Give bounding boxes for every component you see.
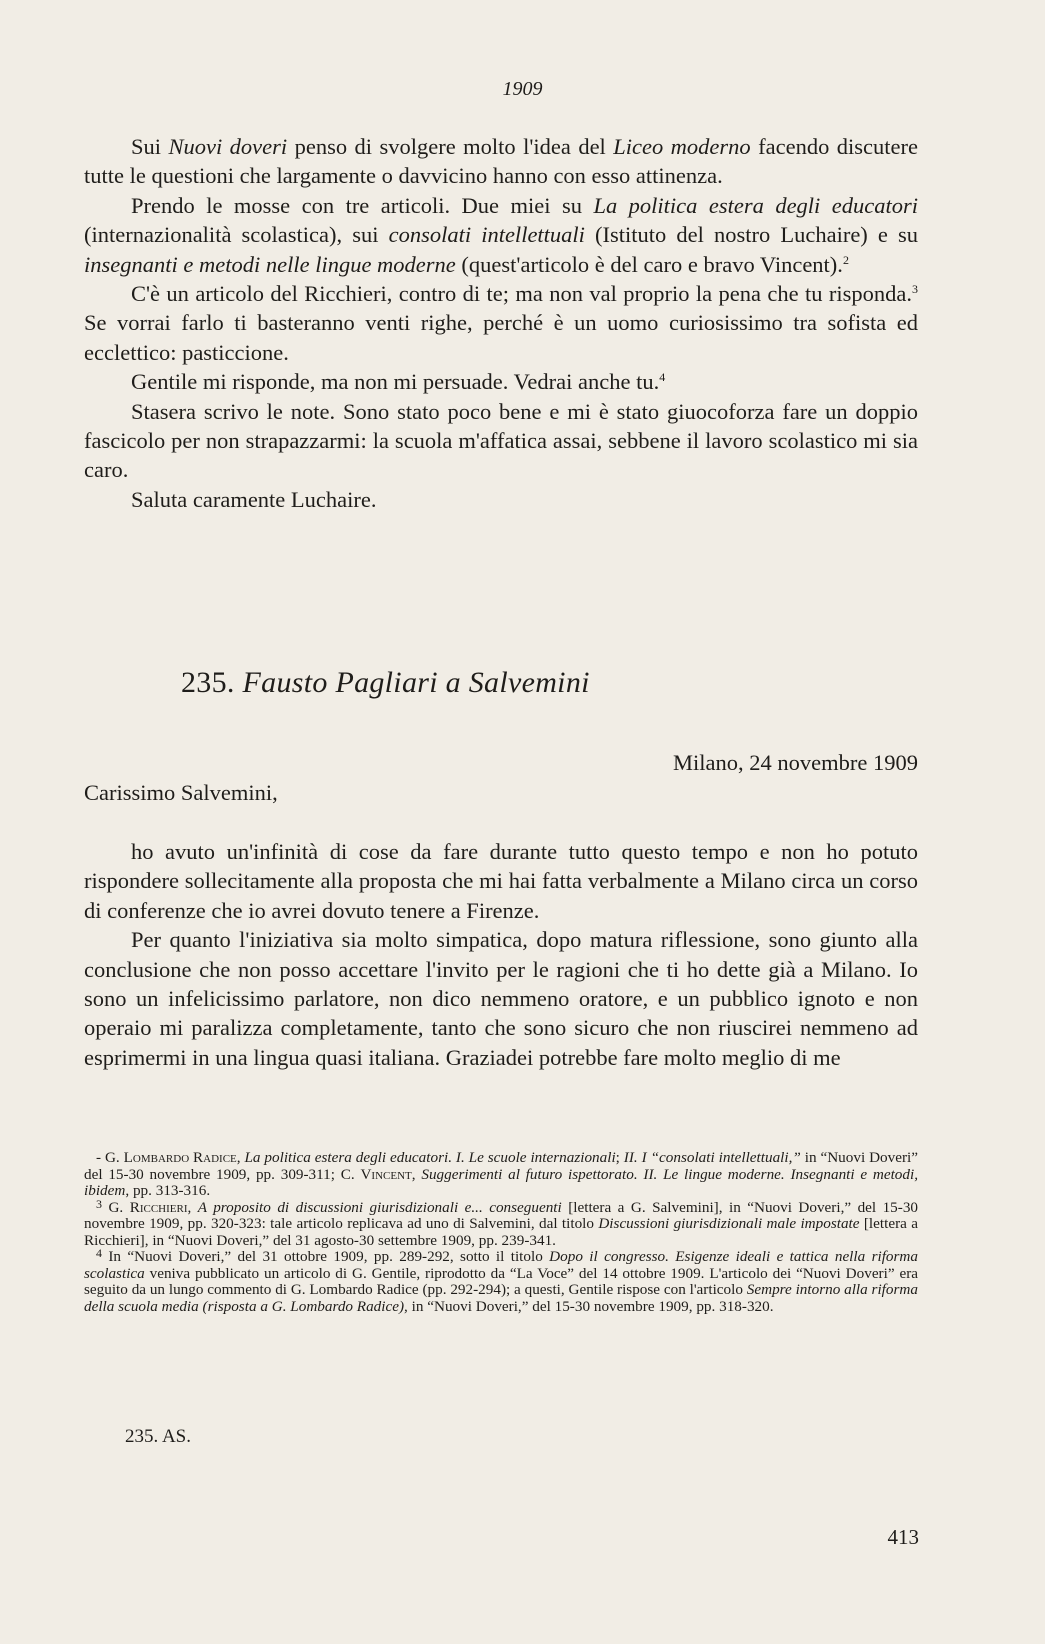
running-head: 1909 — [502, 78, 543, 100]
paragraph: - G. Lombardo Radice, La politica estera degli educatori. I. Le scuole internazionali; II. I “consolati intellettuali,” in “Nuovi Doveri” del 15-30 novembre 1909, pp. 309-311; C. Vincent, Suggerimenti al futuro ispettorato. II. Le lingue moderne. Insegnanti e metodi, ibidem, pp. 313-316. — [84, 1149, 919, 1199]
section-number: 235. — [181, 666, 235, 699]
paragraph: Gentile mi risponde, ma non mi persuade. Vedrai anche tu.$^4$ — [131, 369, 666, 395]
letter-salutation: Carissimo Salvemini, — [84, 780, 278, 805]
paragraph: ho avuto un'infinità di cose da fare durante tutto questo tempo e non ho potuto rispondere sollecitamente alla proposta che mi hai fatta verbalmente a Milano circa un corso di conferenze che io avrei dovuto tenere a Firenze. — [84, 839, 918, 923]
paragraph: Per quanto l'iniziativa sia molto simpatica, dopo matura riflessione, sono giunto alla conclusione che non posso accettare l'invito per le ragioni che ti ho dette già a Milano. Io sono un infelicissimo parlatore, non dico nemmeno oratore, e un pubblico ignoto e non operaio mi paralizza completamente, tanto che sono sicuro che non riuscirei nemmeno ad esprimermi in una lingua quasi italiana. Graziadei potrebbe fare molto meglio di me — [84, 927, 918, 1070]
section-title — [181, 666, 590, 700]
paragraph: $^4$ In “Nuovi Doveri,” del 31 ottobre 1909, pp. 289-292, sotto il titolo Dopo il congresso. Esigenze ideali e tattica nella riforma scolastica veniva pubblicato un articolo di G. Gentile, riprodotto da “La Voce” del 14 ottobre 1909. L'articolo dei “Nuovi Doveri” era seguito da un lungo commento di G. Lombardo Radice (pp. 292-294); a questi, Gentile rispose con l'articolo Sempre intorno alla riforma della scuola media (risposta a G. Lombardo Radice), in “Nuovi Doveri,” del 15-30 novembre 1909, pp. 318-320. — [84, 1246, 918, 1315]
page-number: 413 — [887, 1525, 919, 1549]
letter-dateline: Milano, 24 novembre 1909 — [673, 750, 918, 775]
paragraph: Stasera scrivo le note. Sono stato poco bene e mi è stato giuocoforza fare un doppio fascicolo per non strapazzarmi: la scuola m'affatica assai, sebbene il lavoro scolastico mi sia caro. — [84, 398, 918, 483]
archive-note: 235. AS. — [125, 1426, 191, 1447]
previous-letter-text — [84, 132, 918, 514]
paragraph: Sui Nuovi doveri penso di svolgere molto l'idea del Liceo moderno facendo discutere tutte le questioni che largamente o davvicino hanno con esso attinenza. — [84, 134, 918, 189]
paragraph: Saluta caramente Luchaire. — [131, 486, 377, 512]
footnotes — [84, 1150, 918, 1315]
paragraph: C'è un articolo del Ricchieri, contro di te; ma non val proprio la pena che tu risponda.$^3$ Se vorrai farlo ti basteranno venti righe, perché è un uomo curiosissimo tra sofista ed ecclettico: pasticcione. — [84, 281, 918, 365]
paragraph: $^3$ G. Ricchieri, A proposito di discussioni giurisdizionali e... conseguenti [lettera a G. Salvemini], in “Nuovi Doveri,” del 15-30 novembre 1909, pp. 320-323: tale articolo replicava ad uno di Salvemini, dal titolo Discussioni giurisdizionali male impostate [lettera a Ricchieri], in “Nuovi Doveri,” del 31 agosto-30 settembre 1909, pp. 239-341. — [84, 1196, 919, 1249]
letter-body — [84, 837, 918, 1072]
paragraph: Prendo le mosse con tre articoli. Due miei su La politica estera degli educatori (internazionalità scolastica), sui consolati intellettuali (Istituto del nostro Luchaire) e su insegnanti e metodi nelle lingue moderne (quest'articolo è del caro e bravo Vincent).$^2$ — [84, 192, 919, 277]
section-heading: Fausto Pagliari a Salvemini — [242, 666, 590, 699]
